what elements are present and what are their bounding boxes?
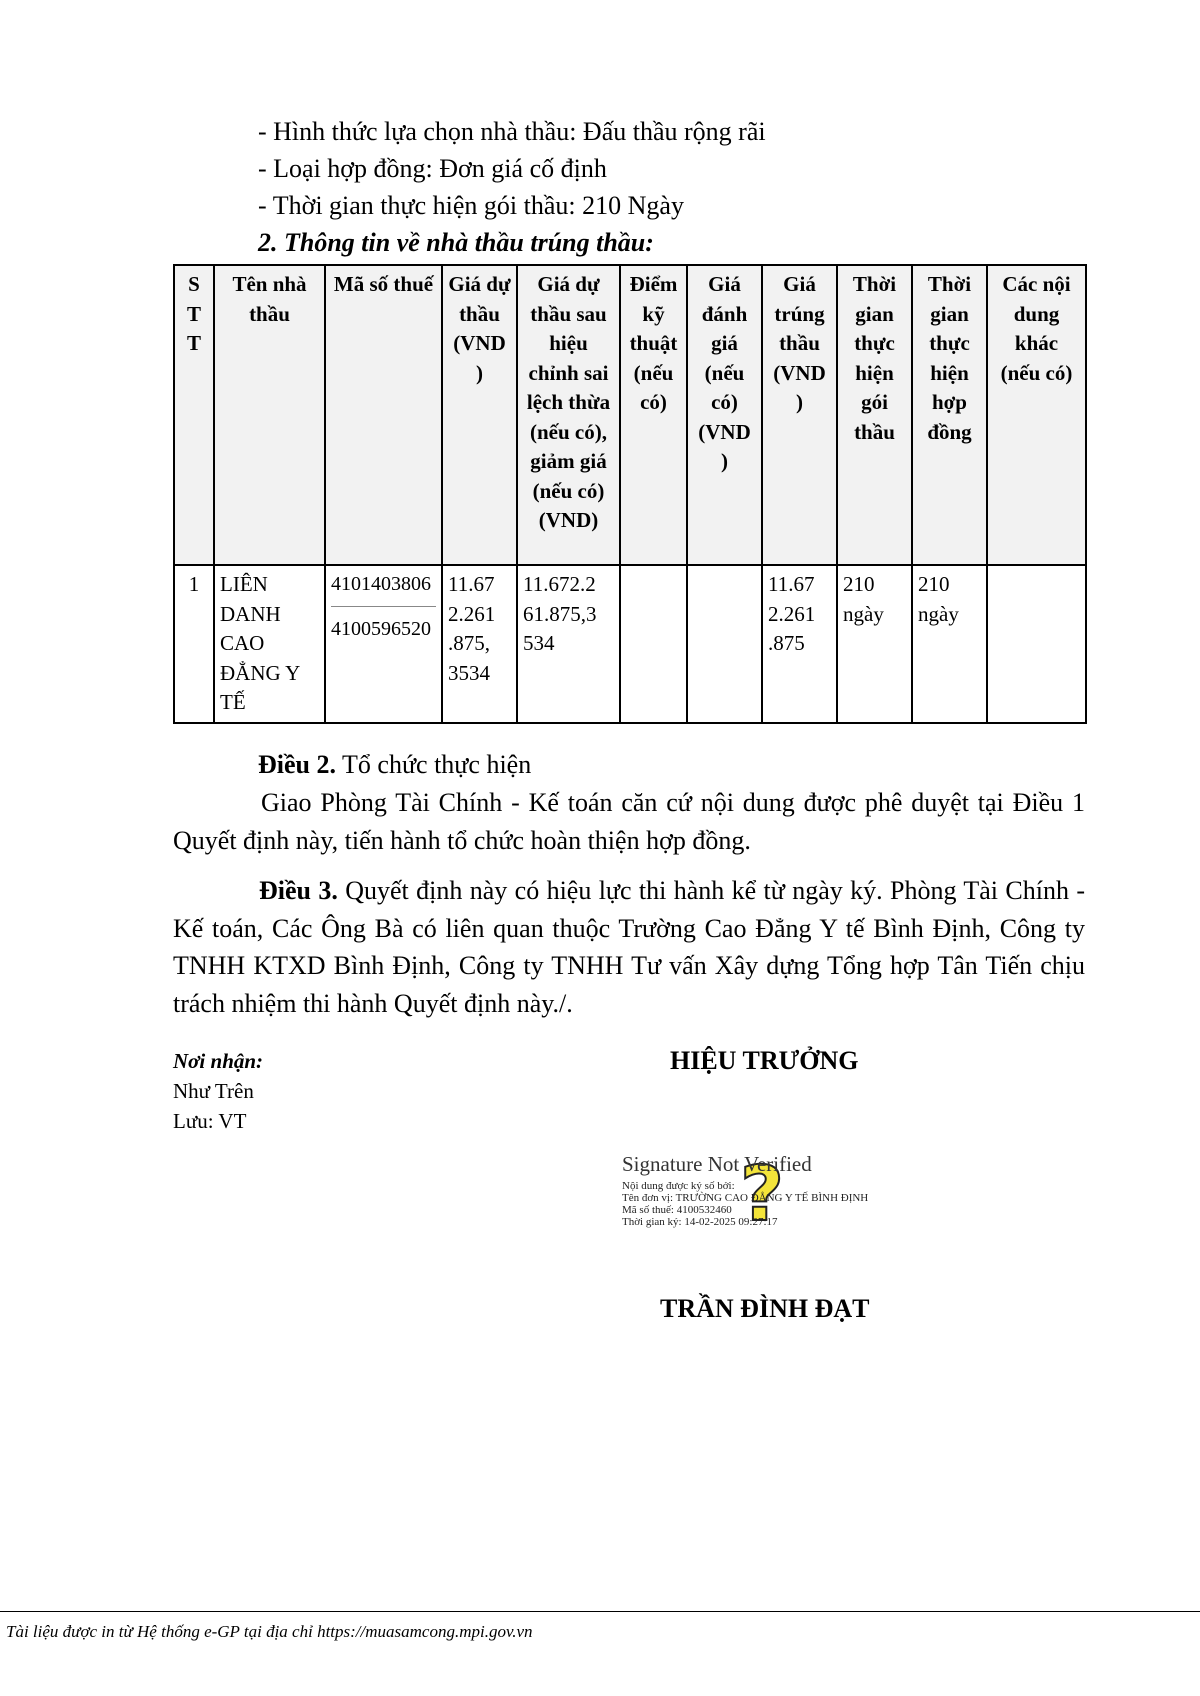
article3-paragraph [173,872,1085,1022]
article2-title: Tổ chức thực hiện [336,750,532,779]
tax-divider [331,606,436,607]
signer-name: TRẦN ĐÌNH ĐẠT [660,1294,870,1323]
header-package-time: Thời gian thực hiện gói thầu [837,265,912,565]
header-other: Các nội dung khác (nếu có) [987,265,1086,565]
recipients-title: Nơi nhận: [173,1049,264,1073]
cell-bid-price: 11.67 2.261 .875, 3534 [442,565,517,723]
digital-signature-block [622,1149,922,1242]
cell-eval-price [687,565,762,723]
cell-contractor-name: LIÊN DANH CAO ĐẲNG Y TẾ [214,565,325,723]
article2-heading [258,746,531,783]
header-winning-price: Giá trúng thầu (VND ) [762,265,837,565]
cell-winning-price: 11.67 2.261 .875 [762,565,837,723]
winning-contractor-table [173,264,1087,724]
recipients-block [173,1046,263,1136]
article2-label: Điều 2. [258,750,336,779]
cell-tech-score [620,565,687,723]
contract-type-line: - Loại hợp đồng: Đơn giá cố định [258,154,607,183]
cell-other [987,565,1086,723]
article2-body: Giao Phòng Tài Chính - Kế toán căn cứ nội dung được phê duyệt tại Điều 1 Quyết định này, tiến hành tổ chức hoàn thiện hợp đồng. [173,788,1085,855]
signature-status: Signature Not Verified [622,1152,812,1176]
signer-position-title: HIỆU TRƯỞNG [670,1046,859,1075]
cell-contract-time: 210 ngày [912,565,987,723]
cell-package-time: 210 ngày [837,565,912,723]
header-bid-price: Giá dự thầu (VND ) [442,265,517,565]
question-mark-icon: ? [740,1149,785,1238]
header-tech-score: Điểm kỹ thuật (nếu có) [620,265,687,565]
table-header-row [174,265,1086,565]
package-duration-line: - Thời gian thực hiện gói thầu: 210 Ngày [258,191,684,220]
footer-divider [0,1611,1200,1612]
signature-line-2: Tên đơn vị: TRƯỜNG CAO ĐẲNG Y TẾ BÌNH ĐỊNH [622,1192,869,1204]
tax-code-2: 4100596520 [331,617,431,640]
header-tax-code: Mã số thuế [325,265,442,565]
header-contractor-name: Tên nhà thầu [214,265,325,565]
section2-heading: 2. Thông tin về nhà thầu trúng thầu: [258,228,654,257]
article3-body: Quyết định này có hiệu lực thi hành kể từ ngày ký. Phòng Tài Chính - Kế toán, Các Ông Bà có liên quan thuộc Trường Cao Đẳng Y tế Bình Định, Công ty TNHH KTXD Bình Định, Công ty TNHH Tư vấn Xây dựng Tổng hợp Tân Tiến chịu trách nhiệm thi hành Quyết định này./. [173,876,1085,1018]
footer-note: Tài liệu được in từ Hệ thống e-GP tại địa chỉ https://muasamcong.mpi.gov.vn [6,1622,533,1641]
recipient-item: Lưu: VT [173,1109,247,1133]
cell-tax-codes [325,565,442,723]
table-row [174,565,1086,723]
header-eval-price: Giá đánh giá (nếu có) (VND ) [687,265,762,565]
selection-method-line: - Hình thức lựa chọn nhà thầu: Đấu thầu rộng rãi [258,117,766,146]
header-contract-time: Thời gian thực hiện hợp đồng [912,265,987,565]
signature-line-3: Mã số thuế: 4100532460 [622,1204,732,1216]
cell-adjusted-price: 11.672.2 61.875,3 534 [517,565,620,723]
header-stt: S T T [174,265,214,565]
signature-line-4: Thời gian ký: 14-02-2025 09:27:17 [622,1216,778,1228]
tax-code-1: 4101403806 [331,573,431,595]
recipient-item: Như Trên [173,1079,254,1103]
article3-label: Điều 3. [259,876,338,905]
signature-line-1: Nội dung được ký số bởi: [622,1180,735,1192]
header-adjusted-price: Giá dự thầu sau hiệu chỉnh sai lệch thừa (nếu có), giảm giá (nếu có) (VND) [517,265,620,565]
cell-stt: 1 [174,565,214,723]
